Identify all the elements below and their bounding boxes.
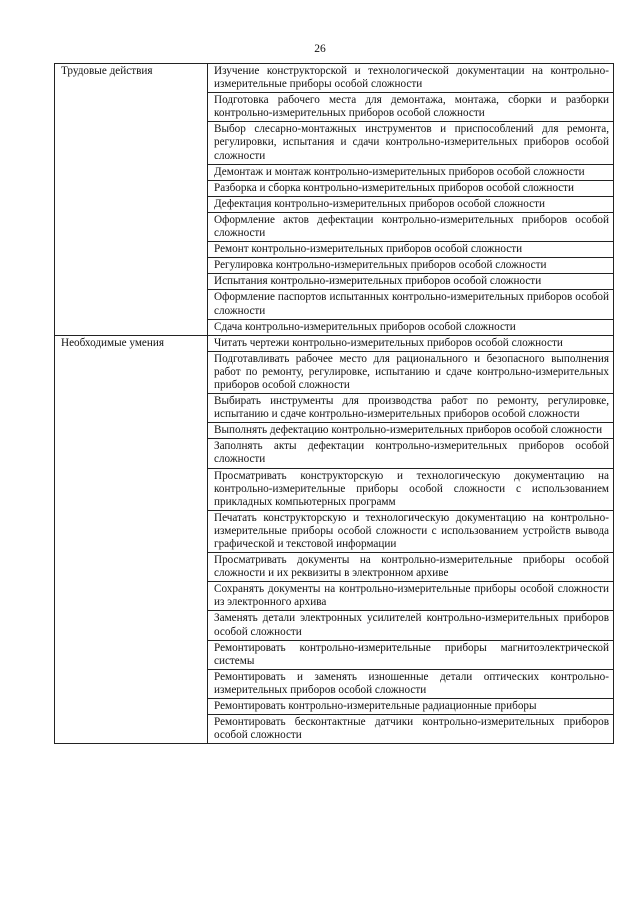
list-item: Заменять детали электронных усилителей контрольно-измерительных приборов особой сложности (208, 610, 613, 639)
list-item: Демонтаж и монтаж контрольно-измерительных приборов особой сложности (208, 164, 613, 180)
list-item: Ремонт контрольно-измерительных приборов особой сложности (208, 241, 613, 257)
list-item: Просматривать документы на контрольно-измерительные приборы особой сложности и их реквизиты в электронном архиве (208, 552, 613, 581)
page-number: 26 (314, 43, 326, 55)
section-label: Трудовые действия (55, 64, 208, 336)
table-row (55, 64, 614, 336)
list-item: Разборка и сборка контрольно-измерительных приборов особой сложности (208, 180, 613, 196)
list-item: Печатать конструкторскую и технологическую документацию на контрольно-измерительные приборы особой сложности с использованием устройств вывода графической и текстовой информации (208, 510, 613, 552)
competency-table (54, 63, 614, 744)
list-item: Оформление паспортов испытанных контрольно-измерительных приборов особой сложности (208, 289, 613, 318)
list-item: Ремонтировать бесконтактные датчики контрольно-измерительных приборов особой сложности (208, 714, 613, 743)
section-items (208, 64, 614, 336)
list-item: Ремонтировать контрольно-измерительные приборы магнитоэлектрической системы (208, 640, 613, 669)
list-item: Читать чертежи контрольно-измерительных приборов особой сложности (214, 336, 563, 349)
list-item: Заполнять акты дефектации контрольно-измерительных приборов особой сложности (208, 438, 613, 467)
section-label: Необходимые умения (55, 335, 208, 744)
list-item: Оформление актов дефектации контрольно-измерительных приборов особой сложности (208, 212, 613, 241)
list-item: Ремонтировать контрольно-измерительные радиационные приборы (208, 698, 613, 714)
list-item: Изучение конструкторской и технологической документации на контрольно-измерительные приборы особой сложности (214, 65, 609, 91)
list-item: Испытания контрольно-измерительных приборов особой сложности (208, 273, 613, 289)
list-item: Выполнять дефектацию контрольно-измерительных приборов особой сложности (208, 422, 613, 438)
table-row (55, 335, 614, 744)
list-item: Сохранять документы на контрольно-измерительные приборы особой сложности из электронного архива (208, 581, 613, 610)
list-item: Выбирать инструменты для производства работ по ремонту, регулировке, испытанию и сдаче контрольно-измерительных приборов особой сложности (208, 393, 613, 422)
list-item: Ремонтировать и заменять изношенные детали оптических контрольно-измерительных приборов особой сложности (208, 669, 613, 698)
list-item: Выбор слесарно-монтажных инструментов и приспособлений для ремонта, регулировки, испытания и сдачи контрольно-измерительных приборов особой сложности (208, 121, 613, 163)
section-items (208, 335, 614, 744)
list-item: Сдача контрольно-измерительных приборов особой сложности (208, 319, 613, 335)
list-item: Дефектация контрольно-измерительных приборов особой сложности (208, 196, 613, 212)
list-item: Просматривать конструкторскую и технологическую документацию на контрольно-измерительные приборы особой сложности с использованием прикладных компьютерных программ (208, 468, 613, 510)
list-item: Подготовка рабочего места для демонтажа, монтажа, сборки и разборки контрольно-измерительных приборов особой сложности (208, 92, 613, 121)
list-item: Регулировка контрольно-измерительных приборов особой сложности (208, 257, 613, 273)
list-item: Подготавливать рабочее место для рационального и безопасного выполнения работ по ремонту, регулировке, испытанию и сдаче контрольно-измерительных приборов особой сложности (208, 351, 613, 393)
